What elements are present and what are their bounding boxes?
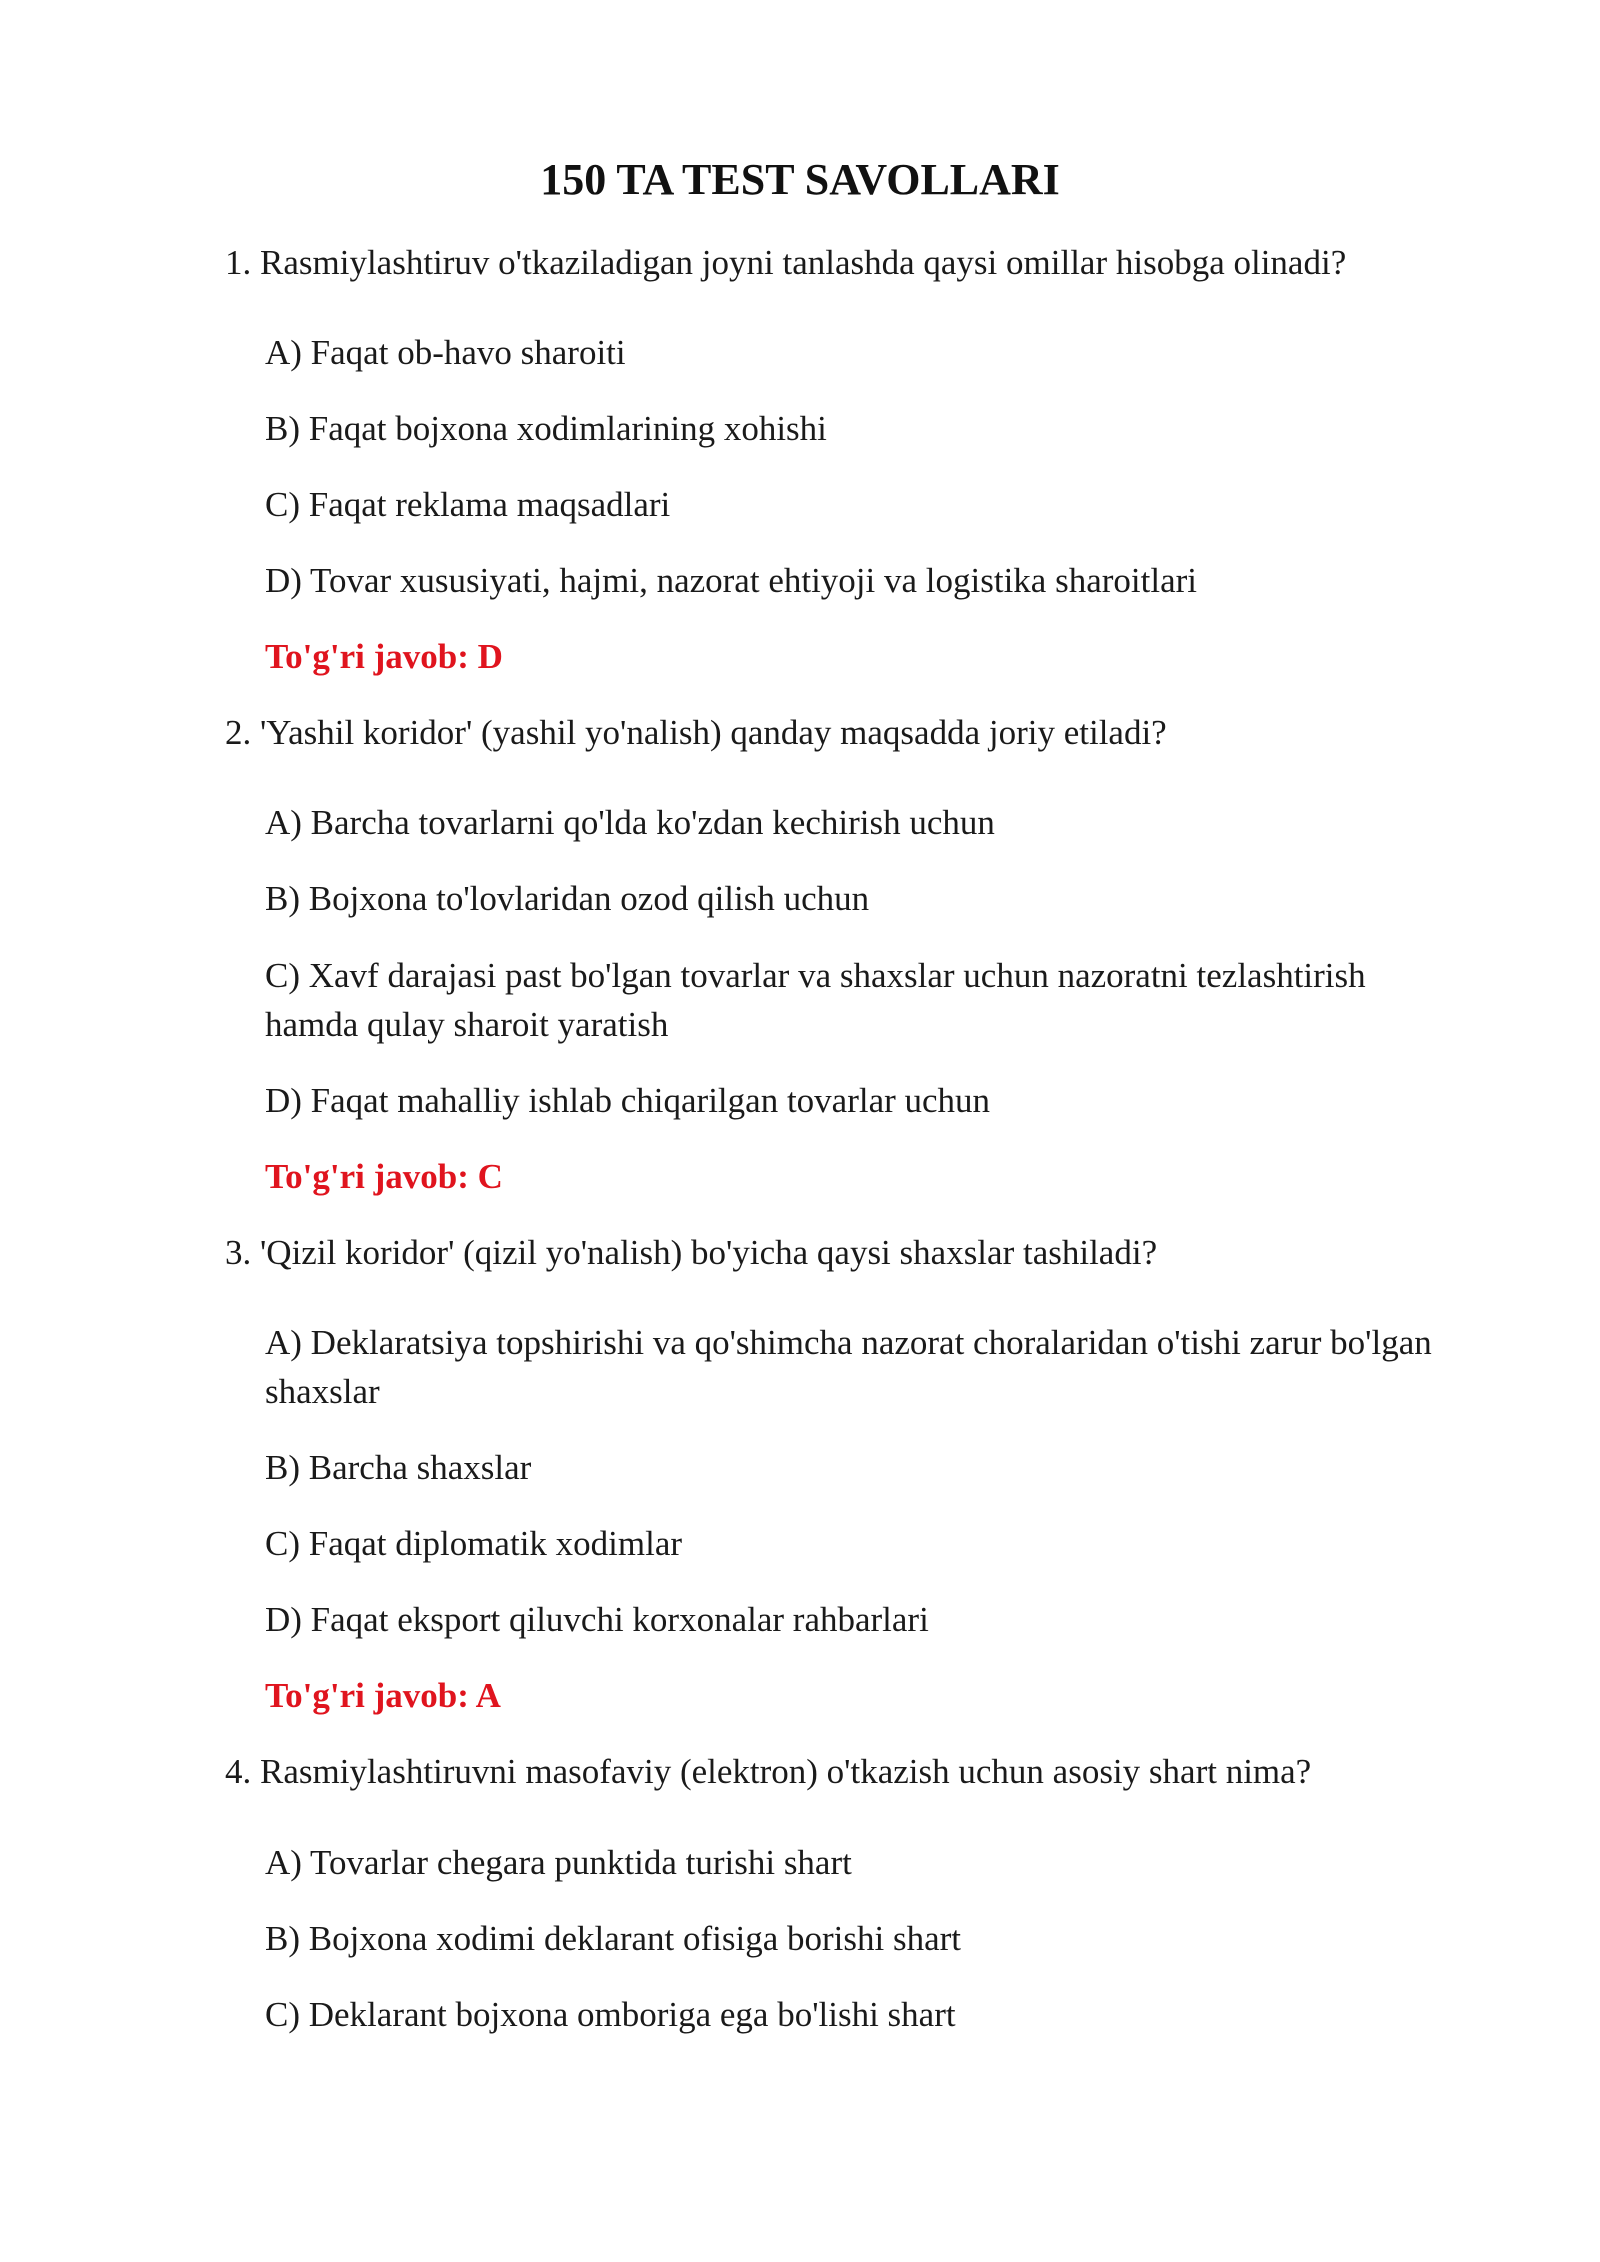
question-1 [225, 238, 1475, 288]
option-c: C) Faqat reklama maqsadlari [265, 485, 671, 524]
correct-answer: To'g'ri javob: D [265, 637, 503, 676]
option-b: B) Bojxona to'lovlaridan ozod qilish uchun [265, 879, 870, 918]
option-a: A) Tovarlar chegara punktida turishi shart [265, 1843, 852, 1882]
option-a: A) Faqat ob-havo sharoiti [265, 333, 626, 372]
question-number: 2. [225, 713, 252, 752]
option-c: C) Deklarant bojxona omboriga ega bo'lishi shart [265, 1995, 956, 2034]
option-a: A) Barcha tovarlarni qo'lda ko'zdan kechirish uchun [265, 803, 995, 842]
question-2 [225, 708, 1475, 758]
page-title: 150 TA TEST SAVOLLARI [540, 155, 1060, 204]
question-text: Rasmiylashtiruvni masofaviy (elektron) o'tkazish uchun asosiy shart nima? [260, 1752, 1312, 1791]
question-number: 4. [225, 1752, 252, 1791]
option-c: C) Xavf darajasi past bo'lgan tovarlar va shaxslar uchun nazoratni tezlashtirish hamda qulay sharoit yaratish [265, 956, 1366, 1044]
question-4 [225, 1747, 1475, 1797]
correct-answer: To'g'ri javob: A [265, 1676, 501, 1715]
question-text: 'Yashil koridor' (yashil yo'nalish) qanday maqsadda joriy etiladi? [260, 713, 1167, 752]
option-a: A) Deklaratsiya topshirishi va qo'shimcha nazorat choralaridan o'tishi zarur bo'lgan shaxslar [265, 1323, 1432, 1411]
option-d: D) Faqat eksport qiluvchi korxonalar rahbarlari [265, 1600, 929, 1639]
correct-answer: To'g'ri javob: C [265, 1157, 503, 1196]
option-c: C) Faqat diplomatik xodimlar [265, 1524, 683, 1563]
option-b: B) Bojxona xodimi deklarant ofisiga borishi shart [265, 1919, 962, 1958]
question-text: Rasmiylashtiruv o'tkaziladigan joyni tanlashda qaysi omillar hisobga olinadi? [260, 243, 1347, 282]
question-number: 1. [225, 243, 252, 282]
option-b: B) Faqat bojxona xodimlarining xohishi [265, 409, 827, 448]
option-b: B) Barcha shaxslar [265, 1448, 532, 1487]
question-3 [225, 1228, 1475, 1278]
option-d: D) Tovar xususiyati, hajmi, nazorat ehtiyoji va logistika sharoitlari [265, 561, 1197, 600]
question-number: 3. [225, 1233, 252, 1272]
question-text: 'Qizil koridor' (qizil yo'nalish) bo'yicha qaysi shaxslar tashiladi? [260, 1233, 1158, 1272]
option-d: D) Faqat mahalliy ishlab chiqarilgan tovarlar uchun [265, 1081, 991, 1120]
